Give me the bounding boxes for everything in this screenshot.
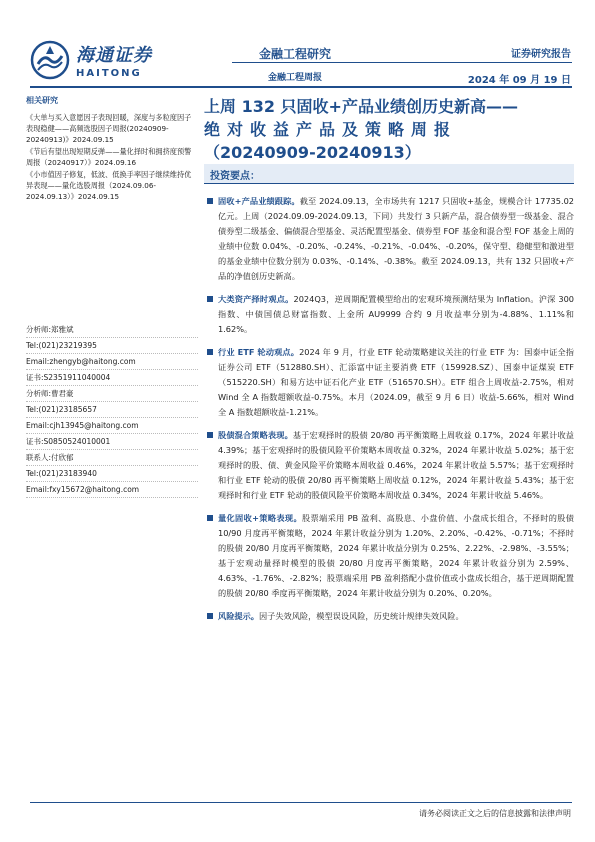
analyst-name: 分析师:曹君豪 <box>26 386 198 402</box>
header-title: 金融工程研究 <box>258 47 331 61</box>
logo-english-text: HAITONG <box>76 68 142 79</box>
footer-disclaimer[interactable]: 请务必阅读正文之后的信息披露和法律声明 <box>419 809 571 818</box>
bullet-heading: 行业 ETF 轮动观点。 <box>218 347 300 357</box>
haitong-logo <box>30 38 170 82</box>
report-title-line2: 绝对收益产品及策略周报 <box>204 120 458 139</box>
bullet-heading: 量化固收+策略表现。 <box>218 513 302 523</box>
header-subtitle: 金融工程周报 <box>267 73 322 83</box>
bullet-text: 股票端采用 PB 盈利、高股息、小盘价值、小盘成长组合，不择时的股债 10/90 月度再平衡策略，2024 年累计收益分别为 1.20%、2.20%、-0.42%、-0.71%；不择时的股债 20/80 月度再平衡策略，2024 年累计收益分别为 0.25%、2.22%、-2.98%、-3.55%；基于宏观动量择时模型的股债 20/80 月度再平衡策略，2024 年累计收益分别为 2.59%、4.63%、-1.76%、-2.82%；股票端采用 PB 盈利搭配小盘价值或小盘成长组合，基于逆周期配置的股债 20/80 季度再平衡策略，2024 年累计收益分别为 0.20%、0.20%。 <box>218 513 574 598</box>
bullet-item <box>206 292 574 337</box>
related-research-sidebar <box>26 95 198 203</box>
bullet-text: 因子失效风险，模型误设风险，历史统计规律失效风险。 <box>258 611 464 621</box>
report-date: 2024 年 09 月 19 日 <box>467 75 571 86</box>
related-research-title: 相关研究 <box>26 96 58 105</box>
analyst-tel: Tel:(021)23219395 <box>26 338 198 354</box>
bullet-text: 2024Q3，逆周期配置模型给出的宏观环境预测结果为 Inflation。沪深 300 指数、中债国债总财富指数、上金所 AU9999 合约 9 月收益率分别为-4.88%、1.11%和 1.62%。 <box>218 294 574 334</box>
investment-points-header <box>204 164 574 184</box>
header-center <box>240 45 350 83</box>
header-divider <box>232 62 572 63</box>
bullet-heading: 风险提示。 <box>218 611 259 621</box>
contact-tel: Tel:(021)23183940 <box>26 466 198 482</box>
page-header <box>0 0 595 92</box>
bullet-item <box>206 428 574 503</box>
bullet-text: 2024 年 9 月，行业 ETF 轮动策略建议关注的行业 ETF 为：国泰中证全指证券公司 ETF（512880.SH）、汇添富中证主要消费 ETF（159928.SZ）、国泰中证煤炭 ETF（515220.SH）和易方达中证石化产业 ETF（516570.SH）。ETF 组合上周收益-2.75%，相对 Wind 全 A 指数超额收益-0.75%。本月（2024.09，截至 9 月 6 日）收益-5.66%，相对 Wind 全 A 指数超额收益-1.21%。 <box>218 347 574 417</box>
analyst-contacts <box>26 322 198 498</box>
footer-rule <box>30 802 572 803</box>
bullet-item <box>206 511 574 601</box>
analyst-certificate: 证书:S0850524010001 <box>26 434 198 450</box>
bullet-text: 基于宏观择时的股债 20/80 再平衡策略上周收益 0.17%，2024 年累计收益 4.39%；基于宏观择时的股债风险平价策略本周收益 0.32%，2024 年累计收益 5.02%；基于宏观择时的股、债、黄金风险平价策略本周收益 0.46%，2024 年累计收益 5.57%；基于宏观择时和行业 ETF 轮动的股债 20/80 再平衡策略上周收益 0.12%，2024 年累计收益 5.43%；基于宏观择时和行业 ETF 轮动的股债风险平价策略本周收益 0.34%，2024 年累计收益 5.46%。 <box>218 430 574 500</box>
header-bottom-rule <box>30 86 572 88</box>
report-title-block <box>204 95 576 164</box>
analyst-email[interactable]: Email:zhengyb@haitong.com <box>26 354 198 370</box>
investment-points-label: 投资要点： <box>210 171 260 182</box>
bullet-item <box>206 609 574 624</box>
contact-name: 联系人:付欣郁 <box>26 450 198 466</box>
logo-chinese-text: 海通证券 <box>76 45 152 66</box>
analyst-certificate: 证书:S2351911040004 <box>26 370 198 386</box>
investment-points-list <box>206 194 574 632</box>
related-research-item[interactable]: 《小市值因子修复，低波、低换手率因子继续维持优异表现——量化选股周报（2024.09.06-2024.09.13）》2024.09.15 <box>26 170 192 201</box>
analyst-email[interactable]: Email:cjh13945@haitong.com <box>26 418 198 434</box>
bullet-heading: 股债混合策略表现。 <box>218 430 293 440</box>
header-right <box>468 45 571 86</box>
analyst-name: 分析师:郑雅斌 <box>26 322 198 338</box>
haitong-logo-icon <box>30 40 70 80</box>
analyst-tel: Tel:(021)23185657 <box>26 402 198 418</box>
related-research-item[interactable]: 《节后有望出现短期反弹——量化择时和拥挤度预警周报（20240917）》2024.09.16 <box>26 147 192 167</box>
contact-email[interactable]: Email:fxy15672@haitong.com <box>26 482 198 498</box>
related-research-item[interactable]: 《大单与买入意愿因子表现回暖，深度与多粒度因子表现稳健——高频选股因子周报(20240909-20240913)》2024.09.15 <box>26 113 192 144</box>
bullet-heading: 大类资产择时观点。 <box>218 294 294 304</box>
report-title-line3: （20240909-20240913） <box>204 143 421 162</box>
bullet-item <box>206 345 574 420</box>
report-title-line1: 上周 132 只固收+产品业绩创历史新高—— <box>204 97 518 116</box>
report-type: 证券研究报告 <box>511 49 571 60</box>
bullet-item <box>206 194 574 284</box>
bullet-heading: 固收+产品业绩跟踪。 <box>218 196 300 206</box>
bullet-text: 截至 2024.09.13，全市场共有 1217 只固收+基金，规模合计 17735.02 亿元。上周（2024.09.09-2024.09.13，下同）共发行 3 只新产品，混合债券型一级基金、混合债券型二级基金、偏债混合型基金、灵活配置型基金、债券型 FOF 基金和混合型 FOF 基金上周的业绩中位数 0.04%、-0.20%、-0.24%、-0.21%、-0.04%、-0.20%，保守型、稳健型和激进型的基金业绩中位数分别为 0.03%、-0.14%、-0.38%。截至 2024.09.13，共有 132 只固收+产品的净值创历史新高。 <box>218 196 574 281</box>
